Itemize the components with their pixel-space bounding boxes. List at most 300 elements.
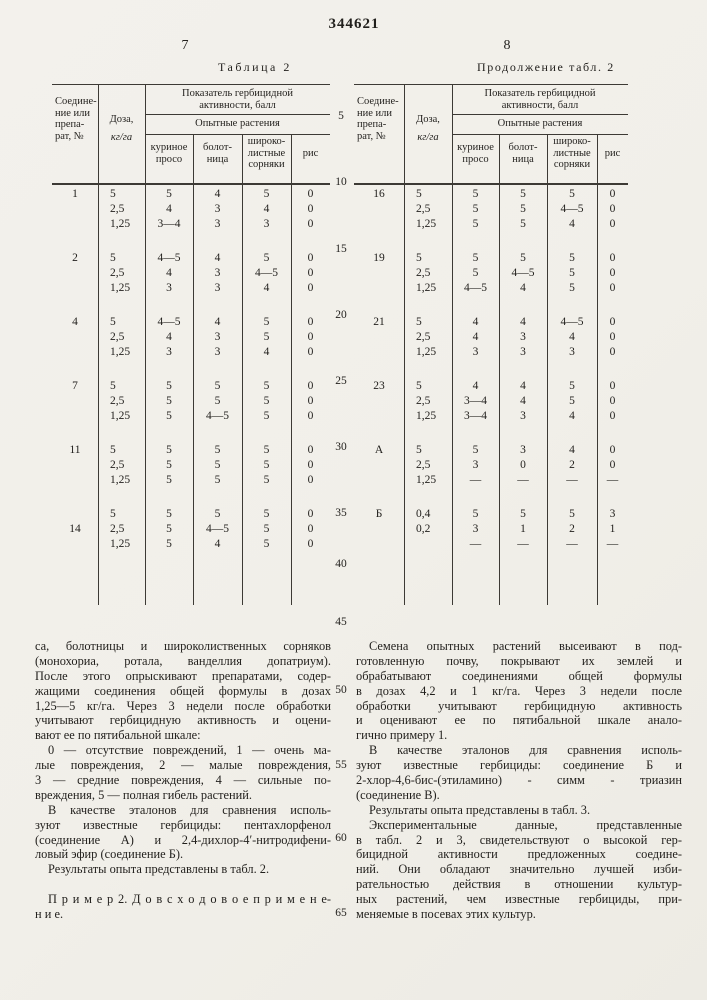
- value-cell: 5: [166, 523, 172, 535]
- value-cell: 3: [520, 346, 526, 358]
- value-cell: 0: [307, 523, 314, 535]
- value-cell: 4: [166, 267, 172, 279]
- dose-cell: 5: [110, 316, 116, 328]
- body-text-left-column: [35, 639, 331, 922]
- table-row: [52, 473, 330, 488]
- value-cell: 3—4: [464, 410, 487, 422]
- dose-cell: 2,5: [416, 395, 431, 407]
- compound-group: [52, 443, 330, 488]
- table-row: [52, 379, 330, 394]
- value-cell: 4: [166, 203, 172, 215]
- value-cell: 4—5: [206, 523, 229, 535]
- table-row: [52, 315, 330, 330]
- dose-cell: 1,25: [110, 410, 131, 422]
- text-line: ных растений, чем известные гербициды, при-: [356, 892, 682, 907]
- value-cell: 3: [263, 218, 270, 230]
- column-header-dose-units: кг/га: [417, 132, 439, 143]
- value-cell: 5: [166, 188, 172, 200]
- value-cell: —: [517, 538, 529, 550]
- value-cell: 4: [520, 380, 526, 392]
- value-cell: 0: [520, 459, 526, 471]
- value-cell: 5: [263, 523, 270, 535]
- table-row: [354, 537, 628, 552]
- value-cell: —: [517, 474, 529, 486]
- value-cell: 0: [609, 282, 616, 294]
- line-number: 35: [335, 507, 347, 519]
- value-cell: 4: [472, 331, 479, 343]
- value-cell: 5: [472, 188, 479, 200]
- text-line: зуют известные гербициды: соединение Б и: [356, 758, 682, 773]
- compound-label: [354, 202, 404, 217]
- value-cell: 0: [307, 282, 314, 294]
- value-cell: 5: [263, 410, 270, 422]
- compound-label: [354, 394, 404, 409]
- table-row: [354, 251, 628, 266]
- value-cell: 5: [472, 218, 479, 230]
- table-row: [354, 266, 628, 281]
- table-row: [354, 330, 628, 345]
- value-cell: 4: [263, 282, 270, 294]
- value-cell: 3: [214, 282, 221, 294]
- value-cell: 3: [520, 410, 526, 422]
- value-cell: 5: [166, 474, 172, 486]
- value-cell: 4: [166, 331, 172, 343]
- text-line: 3 — средние повреждения, 4 — сильные по-: [35, 773, 331, 788]
- dose-cell: 1,25: [110, 474, 131, 486]
- value-cell: 0: [307, 252, 314, 264]
- value-cell: 5: [520, 218, 526, 230]
- dose-cell: 5: [416, 444, 422, 456]
- compound-group: [354, 507, 628, 552]
- line-number: 55: [335, 759, 347, 771]
- value-cell: —: [469, 538, 482, 550]
- table-row: [354, 522, 628, 537]
- value-cell: 0: [609, 218, 616, 230]
- value-cell: 3: [472, 523, 479, 535]
- value-cell: 3: [166, 282, 172, 294]
- value-cell: 5: [166, 395, 172, 407]
- compound-label: А: [374, 444, 384, 456]
- value-cell: 5: [472, 508, 479, 520]
- group-header-activity: Показатель гербицидной активности, балл: [182, 88, 293, 111]
- value-cell: 4—5: [560, 316, 584, 328]
- dose-cell: 1,25: [110, 538, 131, 550]
- text-line: (соединение В).: [356, 787, 440, 802]
- table-body: [354, 185, 628, 571]
- value-cell: 5: [520, 508, 526, 520]
- value-cell: 5: [166, 380, 172, 392]
- dose-cell: 2,5: [416, 459, 431, 471]
- compound-label: [354, 522, 404, 537]
- text-line: зуют известные гербициды: пентахлорфенол: [35, 817, 331, 832]
- compound-label: Б: [375, 508, 383, 520]
- dose-cell: 1,25: [416, 474, 437, 486]
- line-number: 15: [335, 243, 347, 255]
- text-line: в дозах 4,2 и 1 кг/га. Через 3 недели после: [356, 683, 682, 698]
- line-number: 45: [335, 616, 347, 628]
- value-cell: 0: [307, 188, 314, 200]
- value-cell: 3: [609, 508, 616, 520]
- compound-label: [52, 281, 98, 296]
- value-cell: 3: [214, 331, 221, 343]
- value-cell: 5: [263, 508, 270, 520]
- value-cell: 0: [307, 380, 314, 392]
- value-cell: 0: [609, 267, 616, 279]
- dose-cell: 5: [110, 444, 116, 456]
- line-number: 50: [335, 684, 347, 696]
- value-cell: 5: [263, 331, 270, 343]
- dose-cell: 1,25: [416, 410, 437, 422]
- value-cell: 0: [609, 380, 616, 392]
- dose-cell: 5: [416, 316, 422, 328]
- table-row: [52, 507, 330, 522]
- value-cell: 5: [214, 474, 221, 486]
- compound-label: [354, 330, 404, 345]
- value-cell: 5: [166, 444, 172, 456]
- compound-label: 21: [373, 316, 385, 328]
- dose-cell: 1,25: [110, 218, 131, 230]
- value-cell: 5: [520, 188, 526, 200]
- value-cell: 0: [307, 410, 314, 422]
- text-line: жащими соединения общей формулы в дозах: [35, 683, 331, 698]
- value-cell: 4: [214, 538, 221, 550]
- value-cell: 3: [214, 203, 221, 215]
- column-header-dose: Доза,: [416, 114, 440, 125]
- table-row: [354, 315, 628, 330]
- text-line: В качестве эталонов для сравнения исполь-: [369, 743, 682, 758]
- value-cell: 4: [569, 331, 575, 343]
- table-row: [354, 458, 628, 473]
- compound-label: 11: [69, 444, 81, 456]
- dose-cell: 2,5: [110, 267, 125, 279]
- value-cell: 5: [520, 203, 526, 215]
- column-header-dose: Доза,: [109, 114, 134, 125]
- dose-cell: 2,5: [110, 331, 125, 343]
- value-cell: 3: [520, 331, 526, 343]
- table-row: [354, 202, 628, 217]
- text-line: ний. Они обладают значительно лучшей изби-: [356, 862, 682, 877]
- value-cell: 2: [569, 523, 575, 535]
- table-row: [354, 394, 628, 409]
- value-cell: 0: [307, 316, 314, 328]
- text-line: са, болотницы и широколиственных сорняков: [35, 639, 331, 653]
- value-cell: 0: [609, 252, 616, 264]
- value-cell: 3: [166, 346, 172, 358]
- value-cell: 5: [166, 459, 172, 471]
- value-cell: 4—5: [157, 316, 181, 328]
- value-cell: 3—4: [464, 395, 487, 407]
- compound-label: 23: [373, 380, 385, 392]
- value-cell: —: [606, 474, 619, 486]
- value-cell: 4: [569, 218, 575, 230]
- value-cell: 0: [307, 203, 314, 215]
- column-header-rice: рис: [302, 148, 319, 159]
- line-number: 5: [338, 110, 344, 122]
- value-cell: 5: [472, 203, 479, 215]
- value-cell: 4: [569, 410, 575, 422]
- text-line: вреждения, 5 — полная гибель растений.: [35, 787, 253, 802]
- value-cell: 0: [609, 395, 616, 407]
- table-row: [52, 409, 330, 424]
- line-number: 10: [335, 176, 347, 188]
- value-cell: 5: [166, 538, 172, 550]
- compound-label: [354, 537, 404, 552]
- value-cell: 3—4: [157, 218, 181, 230]
- compound-label: [354, 473, 404, 488]
- value-cell: 0: [609, 188, 616, 200]
- compound-group: [354, 379, 628, 424]
- compound-label: [52, 217, 98, 232]
- value-cell: 4: [569, 444, 575, 456]
- table-rule: [452, 114, 628, 115]
- value-cell: 0: [307, 346, 314, 358]
- value-cell: 4: [214, 316, 221, 328]
- table-body: [52, 185, 330, 571]
- compound-label: [52, 473, 98, 488]
- dose-cell: 2,5: [110, 523, 125, 535]
- value-cell: 4: [214, 252, 221, 264]
- value-cell: 0: [307, 218, 314, 230]
- table-row: [52, 345, 330, 360]
- compound-label: [52, 345, 98, 360]
- value-cell: 4—5: [560, 203, 584, 215]
- value-cell: 4—5: [464, 282, 487, 294]
- line-number: 25: [335, 375, 347, 387]
- column-header-broadleaf: широко- листные сорняки: [553, 136, 591, 170]
- patent-number: 344621: [328, 16, 380, 32]
- compound-label: 1: [72, 188, 78, 200]
- value-cell: 4—5: [255, 267, 278, 279]
- value-cell: 3: [520, 444, 526, 456]
- text-line: ловый эфир (соединение Б).: [35, 847, 184, 862]
- text-line: Результаты опыта представлены в табл. 2.: [48, 862, 270, 877]
- value-cell: 5: [263, 538, 270, 550]
- column-header-spikerush: болот- ница: [203, 142, 232, 165]
- value-cell: 5: [569, 508, 575, 520]
- text-line: Результаты опыта представлены в табл. 3.: [369, 802, 591, 817]
- dose-cell: 2,5: [110, 459, 125, 471]
- value-cell: —: [566, 538, 578, 550]
- compound-label: 7: [72, 380, 78, 392]
- compound-group: [52, 187, 330, 232]
- table-row: [52, 251, 330, 266]
- value-cell: 5: [214, 508, 221, 520]
- value-cell: 5: [166, 508, 172, 520]
- line-number: 65: [335, 907, 347, 919]
- dose-cell: 1,25: [416, 282, 437, 294]
- value-cell: 1: [520, 523, 526, 535]
- text-line: гично примеру 1.: [356, 728, 448, 743]
- value-cell: 3: [569, 346, 575, 358]
- value-cell: 5: [214, 459, 221, 471]
- dose-cell: 5: [416, 380, 422, 392]
- body-text-right-column: [356, 639, 682, 922]
- value-cell: 0: [609, 316, 616, 328]
- value-cell: 0: [609, 444, 616, 456]
- dose-cell: 5: [110, 188, 116, 200]
- table-row: [52, 394, 330, 409]
- value-cell: 4: [472, 380, 479, 392]
- table-rule: [145, 114, 330, 115]
- text-line: лые повреждения, 2 — малые повреждения,: [35, 758, 331, 773]
- value-cell: 5: [569, 395, 575, 407]
- value-cell: 5: [263, 444, 270, 456]
- value-cell: 5: [569, 267, 575, 279]
- table-row: [52, 202, 330, 217]
- value-cell: 0: [609, 346, 616, 358]
- compound-label: 4: [72, 316, 78, 328]
- compound-label: 14: [69, 523, 81, 535]
- text-line: 0 — отсутствие повреждений, 1 — очень ма-: [48, 743, 331, 758]
- table-row: [52, 281, 330, 296]
- column-header-millet: куриное просо: [150, 142, 188, 165]
- value-cell: 0: [307, 538, 314, 550]
- value-cell: 5: [263, 316, 270, 328]
- compound-label: [52, 458, 98, 473]
- value-cell: 5: [569, 188, 575, 200]
- compound-group: [354, 315, 628, 360]
- table-row: [354, 409, 628, 424]
- value-cell: 5: [263, 474, 270, 486]
- value-cell: 5: [520, 252, 526, 264]
- table-row: [354, 217, 628, 232]
- value-cell: —: [566, 474, 578, 486]
- dose-cell: 1,25: [416, 346, 437, 358]
- text-line: (соединение А) и 2,4-дихлор-4′-нитродифени-: [35, 832, 331, 847]
- table-rule: [354, 84, 628, 85]
- table-row: [354, 473, 628, 488]
- text-line: В качестве эталонов для сравнения исполь-: [48, 802, 331, 817]
- table-row: [52, 266, 330, 281]
- dose-cell: 0,4: [416, 508, 431, 520]
- value-cell: 4—5: [511, 267, 535, 279]
- compound-label: 2: [72, 252, 78, 264]
- dose-cell: 5: [110, 380, 116, 392]
- value-cell: 0: [307, 444, 314, 456]
- compound-group: [52, 507, 330, 552]
- table-rule: [52, 84, 330, 85]
- column-header-rice: рис: [604, 148, 621, 159]
- value-cell: 1: [609, 523, 616, 535]
- value-cell: 5: [214, 444, 221, 456]
- text-line: После этого опрыскивают препаратами, содер-: [35, 668, 331, 683]
- value-cell: 5: [214, 395, 221, 407]
- compound-label: [52, 507, 98, 522]
- value-cell: 5: [569, 252, 575, 264]
- table-row: [354, 187, 628, 202]
- dose-cell: 1,25: [110, 346, 131, 358]
- dose-cell: 1,25: [416, 218, 437, 230]
- text-line: 2-хлор-4,6-бис-(этиламино) - симм - триазин: [356, 773, 682, 788]
- dose-cell: 2,5: [416, 267, 431, 279]
- table-row: [52, 217, 330, 232]
- value-cell: 0: [307, 395, 314, 407]
- value-cell: 0: [609, 410, 616, 422]
- table-row: [52, 537, 330, 552]
- value-cell: 5: [263, 188, 270, 200]
- value-cell: 0: [609, 459, 616, 471]
- value-cell: 0: [307, 474, 314, 486]
- value-cell: 5: [263, 395, 270, 407]
- value-cell: 4: [472, 316, 479, 328]
- text-line: [35, 877, 331, 892]
- column-header-compound: Соедине- ние или препа- рат, №: [55, 96, 97, 142]
- value-cell: 4—5: [206, 410, 229, 422]
- group-header-test-plants: Опытные растения: [195, 118, 280, 129]
- value-cell: 0: [307, 459, 314, 471]
- compound-group: [52, 379, 330, 424]
- dose-cell: 2,5: [110, 395, 125, 407]
- table-row: [354, 507, 628, 522]
- value-cell: 5: [166, 410, 172, 422]
- table-row: [52, 187, 330, 202]
- value-cell: 5: [214, 380, 221, 392]
- compound-group: [354, 251, 628, 296]
- table-row: [354, 443, 628, 458]
- text-line: и оценивают ее по пятибальной шкале анало-: [356, 713, 682, 728]
- compound-label: 19: [373, 252, 385, 264]
- text-line: готовленную почву, покрывают их землей и: [356, 653, 682, 668]
- value-cell: 5: [263, 459, 270, 471]
- value-cell: 3: [214, 346, 221, 358]
- text-line: обработки учитывают гербицидную активность: [356, 698, 682, 713]
- table-row: [52, 330, 330, 345]
- table-row: [354, 345, 628, 360]
- compound-label: [52, 409, 98, 424]
- value-cell: 0: [307, 508, 314, 520]
- compound-label: [52, 266, 98, 281]
- compound-label: [354, 266, 404, 281]
- value-cell: 4: [520, 282, 526, 294]
- value-cell: 0: [307, 331, 314, 343]
- compound-label: [52, 202, 98, 217]
- line-number: 30: [335, 441, 347, 453]
- herbicide-table-left: [52, 84, 330, 608]
- text-line: Семена опытных растений высеивают в под-: [369, 639, 682, 653]
- table-caption-right: Продолжение табл. 2: [477, 60, 615, 74]
- compound-label: [52, 537, 98, 552]
- value-cell: 5: [472, 267, 479, 279]
- compound-label: [354, 281, 404, 296]
- text-line: меняемые в посевах этих культур.: [356, 907, 536, 922]
- group-header-test-plants: Опытные растения: [497, 118, 583, 129]
- column-header-broadleaf: широко- листные сорняки: [247, 136, 286, 170]
- value-cell: 0: [609, 331, 616, 343]
- value-cell: 3: [472, 459, 479, 471]
- value-cell: 4: [214, 188, 221, 200]
- value-cell: —: [606, 538, 619, 550]
- compound-label: [354, 409, 404, 424]
- dose-cell: 5: [416, 188, 422, 200]
- value-cell: 0: [307, 267, 314, 279]
- table-row: [52, 522, 330, 537]
- value-cell: 4: [520, 316, 526, 328]
- column-header-millet: куриное просо: [457, 142, 494, 165]
- value-cell: 3: [214, 267, 221, 279]
- dose-cell: 5: [110, 508, 116, 520]
- value-cell: 5: [472, 444, 479, 456]
- column-header-compound: Соедине- ние или препа- рат, №: [357, 96, 399, 142]
- value-cell: 2: [569, 459, 575, 471]
- line-number: 20: [335, 309, 347, 321]
- text-line: (монохориа, ротала, ванделлия допатриум).: [35, 653, 331, 668]
- text-line: обрабатывают соединениями общей формулы: [356, 668, 682, 683]
- dose-cell: [404, 537, 452, 552]
- table-row: [52, 458, 330, 473]
- compound-label: 16: [373, 188, 385, 200]
- dose-cell: 5: [416, 252, 422, 264]
- dose-cell: 5: [110, 252, 116, 264]
